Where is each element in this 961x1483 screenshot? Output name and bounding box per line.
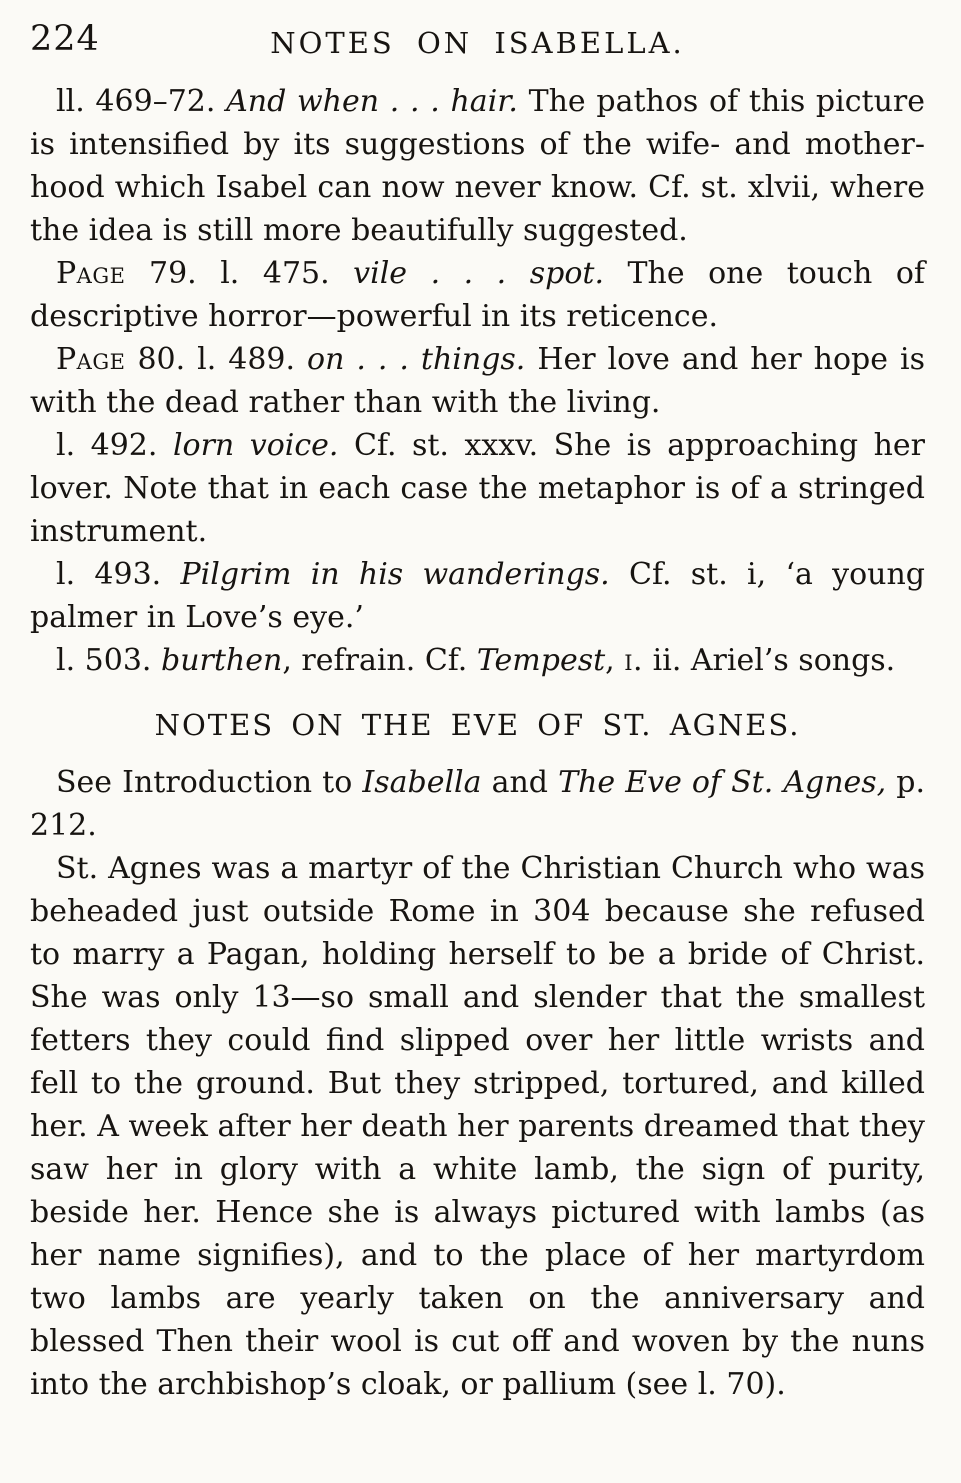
page-ref-label: Page xyxy=(56,342,126,377)
note-quoted-phrase: Pilgrim in his wanderings. xyxy=(180,557,610,592)
note-commentary: and xyxy=(481,765,559,800)
work-title: Tempest xyxy=(476,643,606,678)
note-lemma-ref: 79. l. 475. xyxy=(125,256,354,291)
agnes-intro-paragraph xyxy=(30,761,925,847)
page-ref-label: Page xyxy=(56,256,126,291)
note-quoted-word: burthen xyxy=(161,643,283,678)
work-title: The Eve of St. Agnes, xyxy=(558,765,887,800)
page-header xyxy=(30,18,925,74)
work-title: Isabella xyxy=(362,765,482,800)
act-numeral: i. xyxy=(624,643,644,678)
note-paragraph-ll469-72 xyxy=(30,80,925,252)
note-commentary: , refrain. Cf. xyxy=(282,643,477,678)
note-paragraph-l489 xyxy=(30,338,925,424)
note-paragraph-l492 xyxy=(30,424,925,553)
note-commentary: Her love and her hope is with the dead rather than with the living. xyxy=(30,342,925,420)
note-quoted-phrase: And when . . . hair. xyxy=(226,84,518,119)
note-commentary: The pathos of this picture is intensified by its suggestions of the wife- and mother-hood which Isabel can now never know. Cf. st. xlvii, where the idea is still more beautifully suggested. xyxy=(30,84,925,248)
note-commentary: Cf. st. xxxv. She is approaching her lover. Note that in each case the metaphor is of a stringed instrument. xyxy=(30,428,925,549)
note-quoted-phrase: on . . . things. xyxy=(307,342,526,377)
note-quoted-phrase: lorn voice. xyxy=(172,428,339,463)
section-heading-eve-of-st-agnes: NOTES ON THE EVE OF ST. AGNES. xyxy=(154,708,801,742)
note-lemma-ref: l. 493. xyxy=(56,557,181,592)
note-paragraph-l493 xyxy=(30,553,925,639)
note-commentary: Cf. st. i, ‘a young palmer in Love’s eye.’ xyxy=(30,557,925,635)
note-lemma-ref: l. 503. xyxy=(56,643,161,678)
note-commentary: , xyxy=(605,643,625,678)
note-commentary: The one touch of descriptive horror—powerful in its reticence. xyxy=(30,256,925,334)
note-commentary: ii. Ariel’s songs. xyxy=(643,643,896,678)
note-paragraph-l475 xyxy=(30,252,925,338)
note-commentary: See Introduction to xyxy=(56,765,363,800)
page-number: 224 xyxy=(30,19,100,59)
running-head: NOTES ON ISABELLA. xyxy=(270,26,685,60)
note-quoted-phrase: vile . . . spot. xyxy=(353,256,604,291)
note-lemma-ref: ll. 469–72. xyxy=(56,84,227,119)
note-paragraph-l503 xyxy=(30,639,925,682)
note-lemma-ref: l. 492. xyxy=(56,428,173,463)
note-lemma-ref: 80. l. 489. xyxy=(125,342,308,377)
note-commentary: p. 212. xyxy=(30,765,926,843)
agnes-history-paragraph xyxy=(30,847,925,1406)
note-commentary: St. Agnes was a martyr of the Christian Church who was beheaded just outside Rome in 304 because she refused to marry a Pagan, holding herself to be a bride of Christ. She was only 13—so small and slender that the smallest fetters they could find slipped over her little wrists and fell to the ground. But they stripped, tortured, and killed her. A week after her death her parents dreamed that they saw her in glory with a white lamb, the sign of purity, beside her. Hence she is always pictured with lambs (as her name signifies), and to the place of her martyrdom two lambs are yearly taken on the anniversary and blessed Then their wool is cut off and woven by the nuns into the archbishop’s cloak, or pallium (see l. 70). xyxy=(30,851,925,1402)
